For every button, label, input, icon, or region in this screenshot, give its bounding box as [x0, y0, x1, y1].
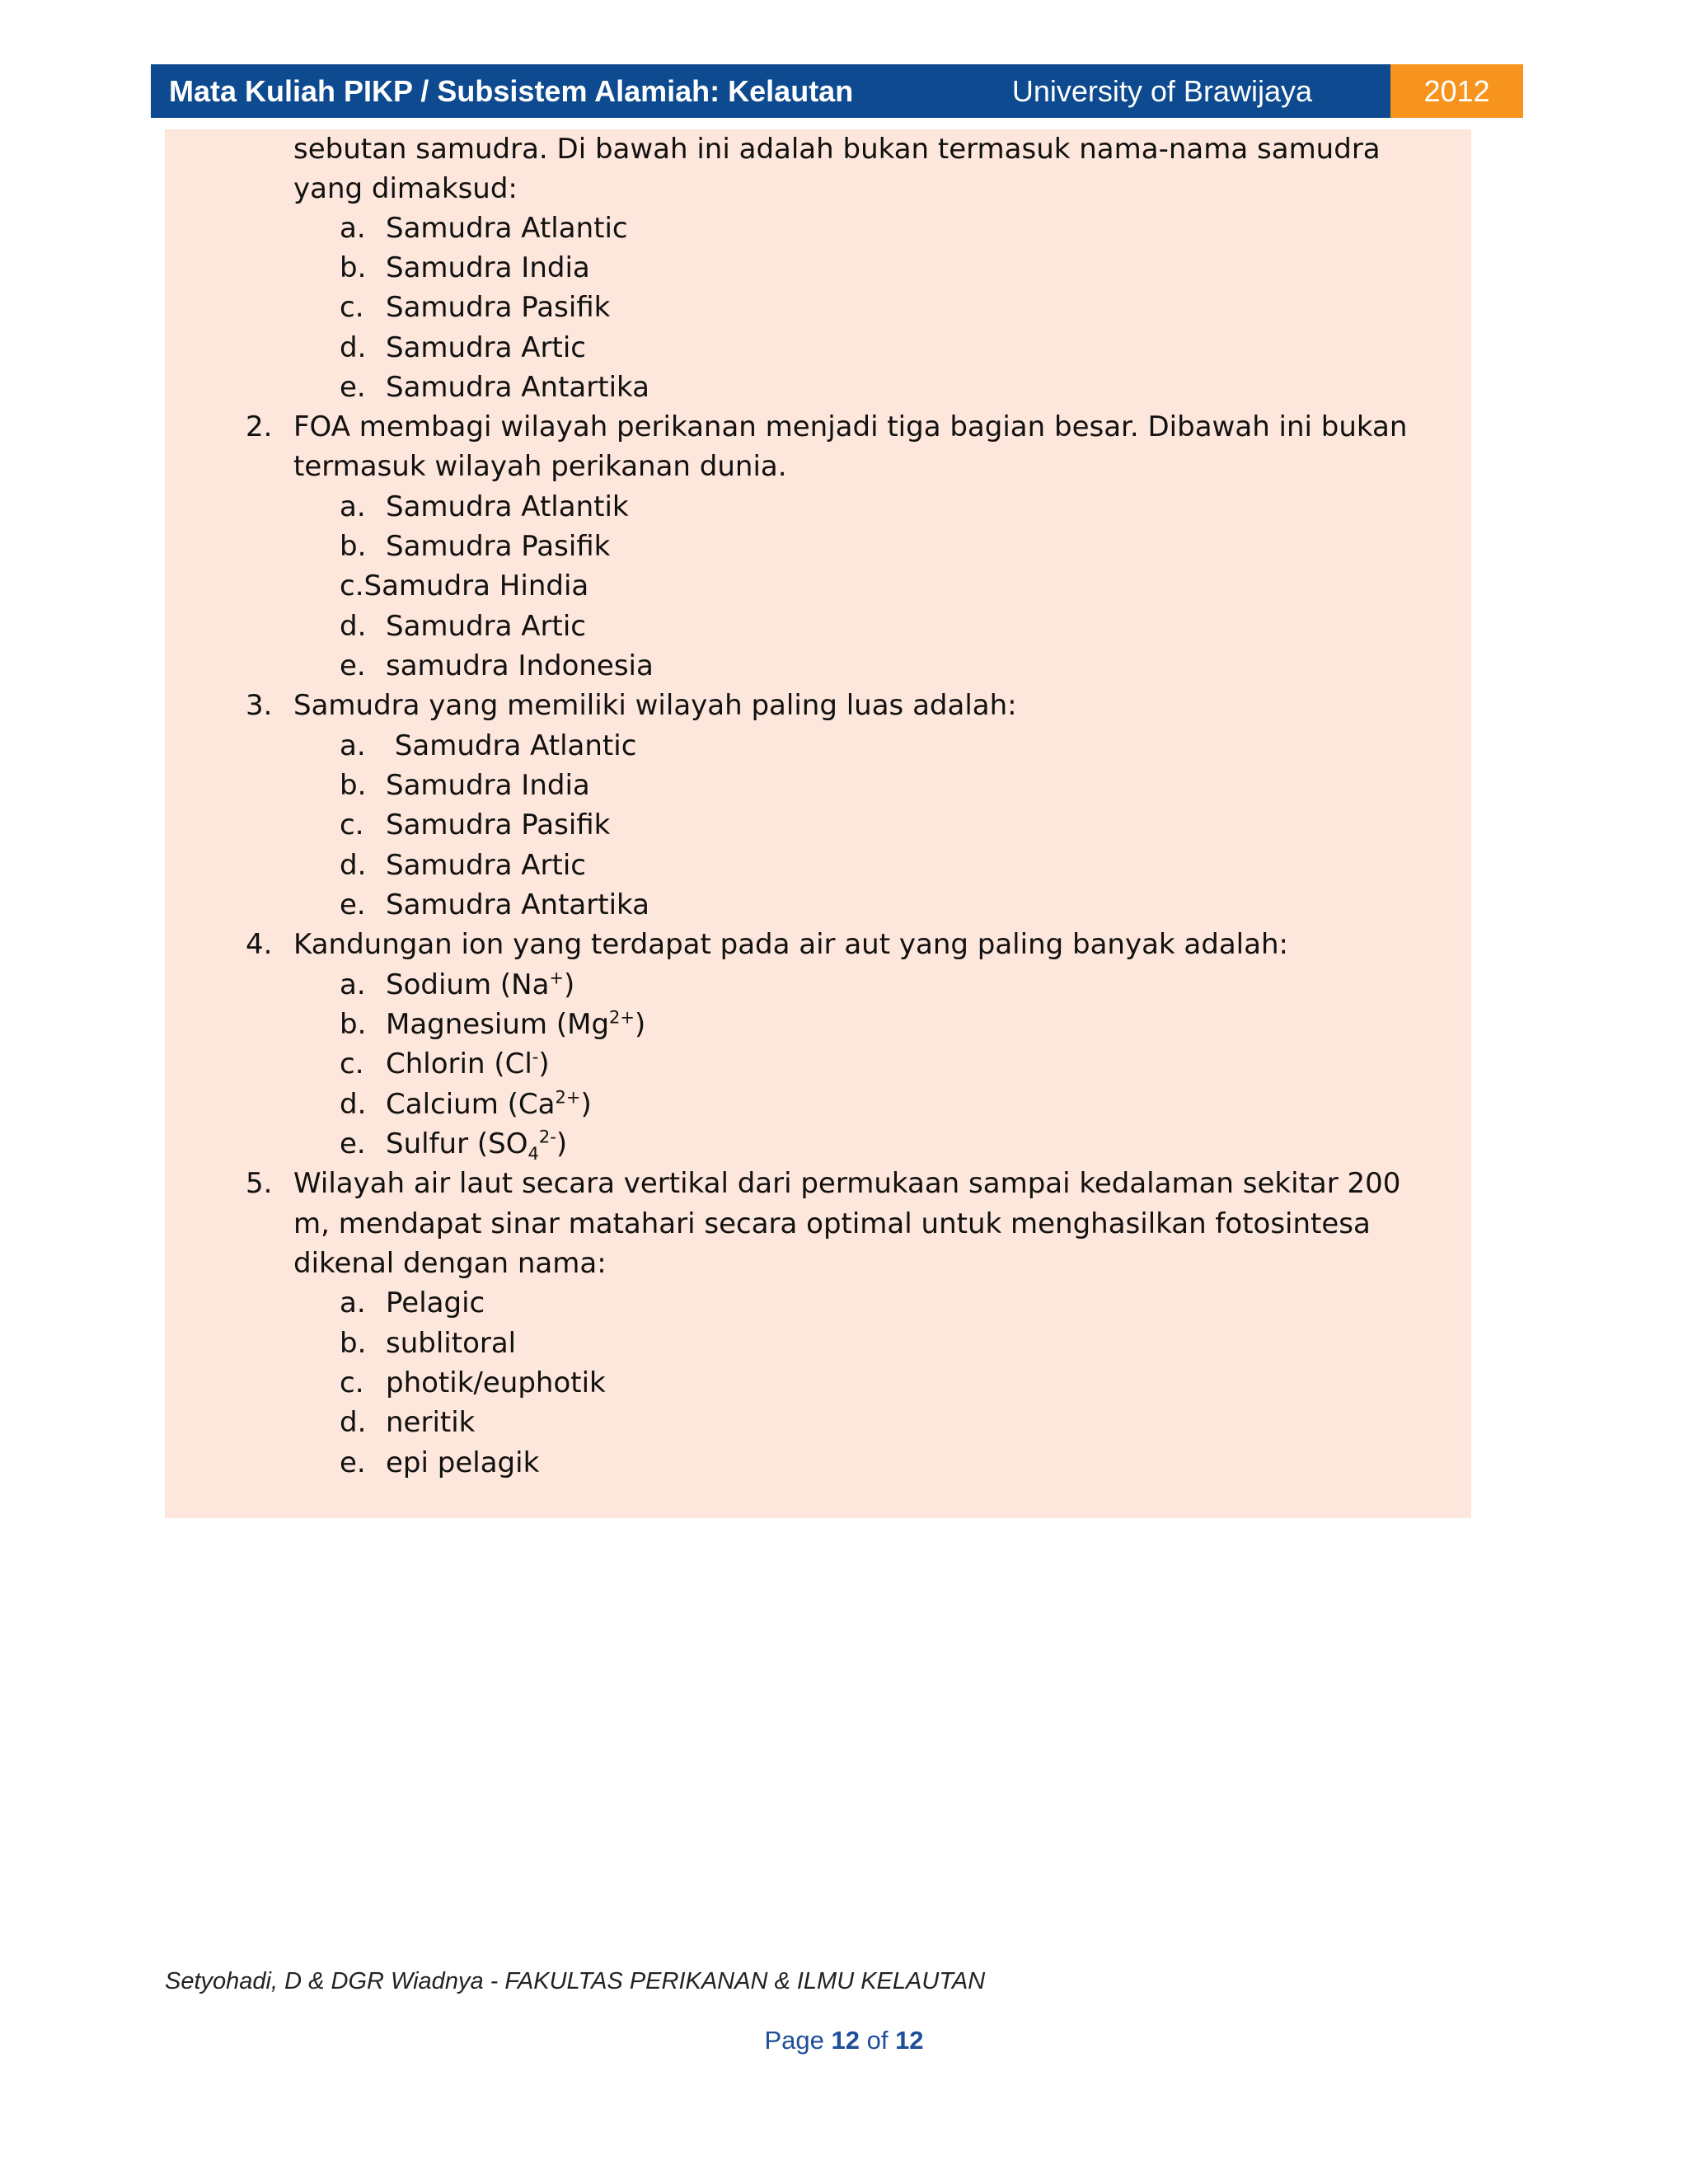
option-item: [340, 885, 649, 926]
question-box: [165, 129, 1471, 1518]
closing-paren: ): [580, 1088, 592, 1121]
option-text: Sodium (Na: [386, 968, 550, 1001]
option-item: [340, 726, 636, 766]
option-letter: e.: [340, 649, 366, 682]
question-number: 2.: [246, 410, 273, 443]
option-letter: d.: [340, 1406, 367, 1439]
university-name: University of Brawijaya: [1011, 73, 1312, 108]
option-item: [340, 1324, 516, 1364]
option-item: [340, 1363, 606, 1404]
option-text: Chlorin (Cl: [386, 1047, 532, 1080]
option-text: Samudra India: [386, 251, 590, 284]
option-text: Pelagic: [386, 1286, 485, 1319]
option-item: [340, 1085, 592, 1125]
option-letter: c.: [340, 291, 364, 324]
option-text: Samudra India: [386, 769, 590, 802]
intro-line-1: sebutan samudra. Di bawah ini adalah bukan termasuk nama-nama samudra: [293, 133, 1381, 166]
option-item: [340, 328, 586, 368]
option-item: [340, 1005, 645, 1045]
option-item: [340, 288, 610, 328]
option-item: [340, 1044, 550, 1085]
question-5-line-2: m, mendapat sinar matahari secara optimal untuk menghasilkan fotosintesa: [293, 1207, 1371, 1240]
option-letter: c.: [340, 808, 364, 841]
option-item: [340, 646, 654, 687]
option-text: Samudra Hindia: [363, 569, 589, 602]
option-letter: e.: [340, 371, 366, 404]
question-2-line-1: FOA membagi wilayah perikanan menjadi tiga bagian besar. Dibawah ini bukan: [293, 410, 1408, 443]
question-number: 3.: [246, 689, 273, 722]
option-text: Samudra Pasifik: [386, 808, 611, 841]
option-item: [340, 209, 628, 249]
option-letter: d.: [340, 849, 367, 882]
question-4-line-1: Kandungan ion yang terdapat pada air aut yang paling banyak adalah:: [293, 928, 1288, 961]
option-text: Samudra Antartika: [386, 888, 649, 921]
page-current: 12: [831, 2026, 860, 2055]
option-text: photik/euphotik: [386, 1366, 606, 1399]
option-text: Samudra Pasifik: [386, 291, 611, 324]
closing-paren: ): [635, 1008, 646, 1041]
ion-charge: -: [532, 1047, 539, 1067]
ion-charge: 2-: [538, 1127, 556, 1147]
closing-paren: ): [564, 968, 575, 1001]
option-item: [340, 1403, 475, 1443]
option-letter: b.: [340, 769, 367, 802]
option-letter: b.: [340, 530, 367, 563]
year-badge: 2012: [1390, 64, 1523, 118]
option-text: sublitoral: [386, 1327, 517, 1360]
intro-line-2: yang dimaksud:: [293, 172, 518, 205]
page-total: 12: [895, 2026, 924, 2055]
option-letter: a.: [340, 490, 366, 523]
option-letter: c.: [340, 1366, 364, 1399]
option-letter: c.: [340, 569, 364, 602]
footer-author: Setyohadi, D & DGR Wiadnya - FAKULTAS PERIKANAN & ILMU KELAUTAN: [165, 1968, 986, 1994]
option-text: Calcium (Ca: [386, 1088, 556, 1121]
question-number: 5.: [246, 1167, 273, 1200]
option-text: epi pelagik: [386, 1446, 540, 1479]
option-item: [340, 1283, 485, 1324]
question-5-line-1: Wilayah air laut secara vertikal dari permukaan sampai kedalaman sekitar 200: [293, 1167, 1401, 1200]
question-2-line-2: termasuk wilayah perikanan dunia.: [293, 450, 787, 483]
option-text: Samudra Atlantik: [386, 490, 629, 523]
option-letter: a.: [340, 1286, 366, 1319]
option-text: Samudra Atlantic: [386, 729, 637, 762]
option-text: samudra Indonesia: [386, 649, 654, 682]
option-text: Samudra Antartika: [386, 371, 649, 404]
closing-paren: ): [538, 1047, 550, 1080]
option-letter: a.: [340, 729, 366, 762]
page-header: [151, 64, 1523, 118]
option-letter: e.: [340, 1127, 366, 1160]
question-3-line-1: Samudra yang memiliki wilayah paling luas adalah:: [293, 689, 1017, 722]
option-text: Sulfur (SO: [386, 1127, 528, 1160]
option-letter: d.: [340, 610, 367, 643]
page-number: [0, 2026, 1688, 2055]
option-text: Samudra Artic: [386, 849, 586, 882]
option-item: [340, 766, 590, 806]
option-text: Magnesium (Mg: [386, 1008, 610, 1041]
option-letter: d.: [340, 1088, 367, 1121]
page-of: of: [866, 2026, 889, 2055]
option-letter: a.: [340, 968, 366, 1001]
header-bar: [151, 64, 1390, 118]
option-item: [340, 846, 586, 886]
option-item: [340, 487, 629, 527]
question-5-line-3: dikenal dengan nama:: [293, 1247, 607, 1280]
option-item: [340, 1443, 539, 1483]
option-text: neritik: [386, 1406, 476, 1439]
closing-paren: ): [556, 1127, 568, 1160]
option-text: Samudra Atlantic: [386, 212, 628, 245]
option-item: [340, 1124, 567, 1165]
option-item: [340, 965, 574, 1005]
option-letter: b.: [340, 1008, 367, 1041]
ion-charge: 2+: [555, 1087, 581, 1108]
option-letter: e.: [340, 888, 366, 921]
option-item: [340, 368, 649, 408]
option-letter: c.: [340, 1047, 364, 1080]
ion-charge: +: [549, 968, 565, 988]
ion-subscript: 4: [528, 1143, 539, 1164]
option-letter: a.: [340, 212, 366, 245]
option-item: [340, 527, 610, 567]
option-item: [340, 566, 588, 607]
option-letter: e.: [340, 1446, 366, 1479]
option-text: Samudra Artic: [386, 610, 586, 643]
page-prefix: Page: [764, 2026, 824, 2055]
option-letter: b.: [340, 251, 367, 284]
option-letter: d.: [340, 331, 367, 364]
ion-charge: 2+: [609, 1007, 635, 1028]
question-number: 4.: [246, 928, 273, 961]
option-text: Samudra Pasifik: [386, 530, 611, 563]
option-item: [340, 248, 590, 288]
option-item: [340, 607, 586, 647]
option-text: Samudra Artic: [386, 331, 586, 364]
option-letter: b.: [340, 1327, 367, 1360]
option-item: [340, 805, 610, 846]
course-title: Mata Kuliah PIKP / Subsistem Alamiah: Kelautan: [169, 73, 854, 108]
